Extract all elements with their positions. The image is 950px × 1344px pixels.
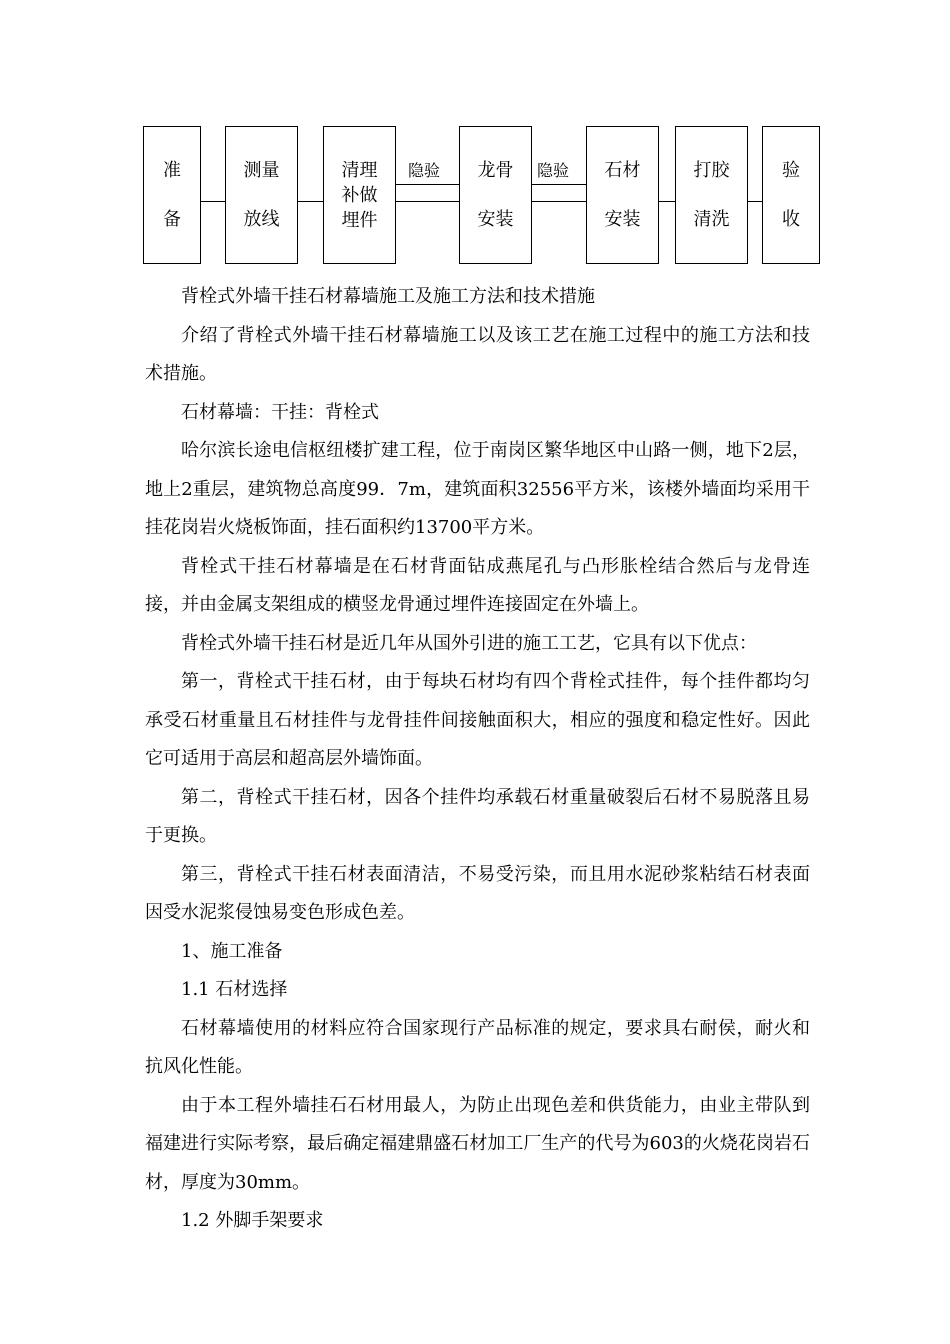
- subsection-heading: 1.2 外脚手架要求: [181, 1210, 324, 1231]
- flow-step-survey: 测量 放线: [225, 126, 298, 264]
- paragraph: 石材幕墙使用的材料应符合国家现行产品标准的规定，要求具右耐侯，耐火和抗风化性能。: [145, 1017, 810, 1077]
- flow-connector: [532, 201, 586, 202]
- flow-connector: [201, 201, 225, 202]
- paragraph: 哈尔滨长途电信枢纽楼扩建工程，位于南岗区繁华地区中山路一侧，地下2层，地上2重层，建筑物总高度99．7m，建筑面积32556平方米，该楼外墙面均采用干挂花岗岩火烧板饰面，挂石面积约13700平方米。: [145, 440, 810, 538]
- document-title: 背栓式外墙干挂石材幕墙施工及施工方法和技术措施: [181, 286, 595, 307]
- paragraph: 介绍了背栓式外墙干挂石材幕墙施工以及该工艺在施工过程中的施工方法和技术措施。: [145, 324, 810, 384]
- flow-connector: [396, 201, 459, 202]
- paragraph: 第三，背栓式干挂石材表面清洁，不易受污染，而且用水泥砂浆粘结石材表面因受水泥浆侵蚀易变色形成色差。: [145, 863, 810, 923]
- keywords: 石材幕墙：干挂：背栓式: [181, 401, 379, 423]
- flow-connector: [532, 184, 586, 185]
- flow-connector: [748, 201, 762, 202]
- connector-label: 隐验: [408, 161, 441, 180]
- construction-flowchart: [0, 0, 950, 280]
- flow-connector: [659, 201, 675, 202]
- flow-step-embed: 清理 补做 埋件: [323, 126, 396, 264]
- section-heading: 1、施工准备: [181, 940, 283, 962]
- subsection-heading: 1.1 石材选择: [181, 979, 288, 1000]
- document-body: [145, 278, 810, 1241]
- flow-connector: [396, 184, 459, 185]
- paragraph: 由于本工程外墙挂石石材用最人，为防止出现色差和供货能力，由业主带队到福建进行实际考察，最后确定福建鼎盛石材加工厂生产的代号为603的火烧花岗岩石材，厚度为30mm。: [145, 1094, 810, 1193]
- flow-step-keel: 龙骨 安装: [459, 126, 532, 264]
- flow-connector: [298, 201, 323, 202]
- connector-label: 隐验: [537, 161, 570, 180]
- paragraph: 背栓式外墙干挂石材是近几年从国外引进的施工工艺，它具有以下优点：: [181, 632, 757, 654]
- flow-step-accept: 验 收: [762, 126, 820, 264]
- flow-step-prepare: 准 备: [143, 126, 201, 264]
- paragraph: 第一，背栓式干挂石材，由于每块石材均有四个背栓式挂件，每个挂件都均匀承受石材重量且石材挂件与龙骨挂件间接触面积大，相应的强度和稳定性好。因此它可适用于高层和超高层外墙饰面。: [145, 671, 810, 769]
- flow-step-seal: 打胶 清洗: [675, 126, 748, 264]
- flow-step-stone: 石材 安装: [586, 126, 659, 264]
- paragraph: 第二，背栓式干挂石材，因各个挂件均承载石材重量破裂后石材不易脱落且易于更换。: [145, 786, 810, 846]
- paragraph: 背栓式干挂石材幕墙是在石材背面钻成燕尾孔与凸形胀栓结合然后与龙骨连接，并由金属支架组成的横竖龙骨通过埋件连接固定在外墙上。: [145, 555, 810, 615]
